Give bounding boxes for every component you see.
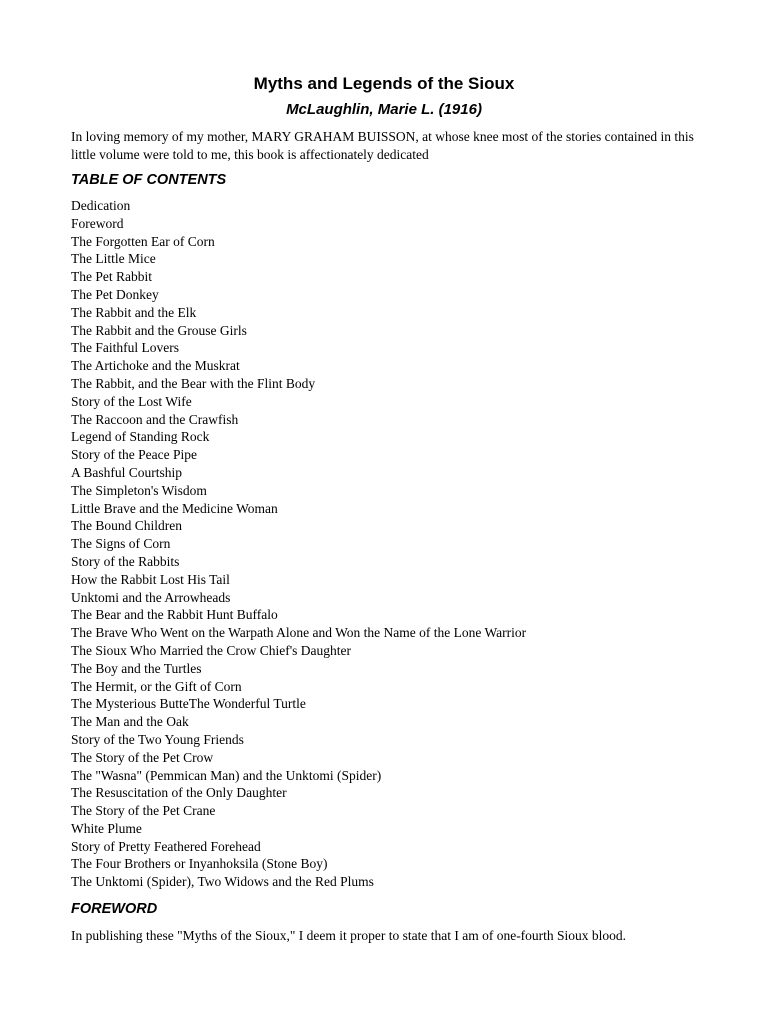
toc-item: The Rabbit and the Elk [71,304,197,320]
toc-item: The Sioux Who Married the Crow Chief's Daughter [71,642,351,658]
toc-item: The Little Mice [71,251,156,267]
toc-list [71,197,526,891]
toc-item: The Rabbit, and the Bear with the Flint Body [71,375,316,391]
toc-item: The Signs of Corn [71,536,171,552]
toc-item: The Mysterious ButteThe Wonderful Turtle [71,696,306,712]
foreword-text: In publishing these "Myths of the Sioux," I deem it proper to state that I am of one-fourth Sioux blood. [71,928,627,943]
toc-item: How the Rabbit Lost His Tail [71,571,230,587]
toc-item: The Artichoke and the Muskrat [71,358,240,374]
toc-item: White Plume [71,820,142,836]
toc-item: Unktomi and the Arrowheads [71,589,231,605]
toc-item: A Bashful Courtship [71,464,183,480]
toc-item: The Story of the Pet Crow [71,749,214,765]
toc-item: The Hermit, or the Gift of Corn [71,678,242,694]
toc-heading: TABLE OF CONTENTS [71,172,227,188]
toc-item: Story of the Rabbits [71,553,180,569]
toc-item: The Rabbit and the Grouse Girls [71,322,247,338]
foreword-heading: FOREWORD [71,901,158,917]
toc-item: The Four Brothers or Inyanhoksila (Stone Boy) [71,856,328,872]
toc-item: Story of Pretty Feathered Forehead [71,838,261,854]
toc-item: The "Wasna" (Pemmican Man) and the Unktomi (Spider) [71,767,382,783]
toc-item: The Faithful Lovers [71,340,179,356]
toc-item: The Brave Who Went on the Warpath Alone and Won the Name of the Lone Warrior [71,625,527,641]
toc-item: The Unktomi (Spider), Two Widows and the Red Plums [71,874,374,890]
toc-item: Story of the Two Young Friends [71,731,244,747]
author-line: McLaughlin, Marie L. (1916) [286,101,482,118]
toc-item: The Pet Rabbit [71,269,152,285]
toc-item: Story of the Lost Wife [71,393,192,409]
toc-item: The Resuscitation of the Only Daughter [71,785,287,801]
toc-item: Legend of Standing Rock [71,429,210,445]
toc-item: The Bound Children [71,518,182,534]
toc-item: The Story of the Pet Crane [71,803,216,819]
toc-item: Story of the Peace Pipe [71,447,197,463]
toc-item: Little Brave and the Medicine Woman [71,500,278,516]
toc-item: The Man and the Oak [71,714,189,730]
dedication-text: In loving memory of my mother, MARY GRAHAM BUISSON, at whose knee most of the stories contained in this little volume were told to me, this book is affectionately dedicated [71,129,694,162]
toc-item: The Raccoon and the Crawfish [71,411,239,427]
toc-item: The Boy and the Turtles [71,660,202,676]
toc-item: The Simpleton's Wisdom [71,482,207,498]
toc-item: Foreword [71,215,124,231]
document-title: Myths and Legends of the Sioux [253,74,515,93]
toc-item: The Forgotten Ear of Corn [71,233,215,249]
toc-item: The Pet Donkey [71,286,159,302]
toc-item: The Bear and the Rabbit Hunt Buffalo [71,607,278,623]
toc-item: Dedication [71,198,131,213]
